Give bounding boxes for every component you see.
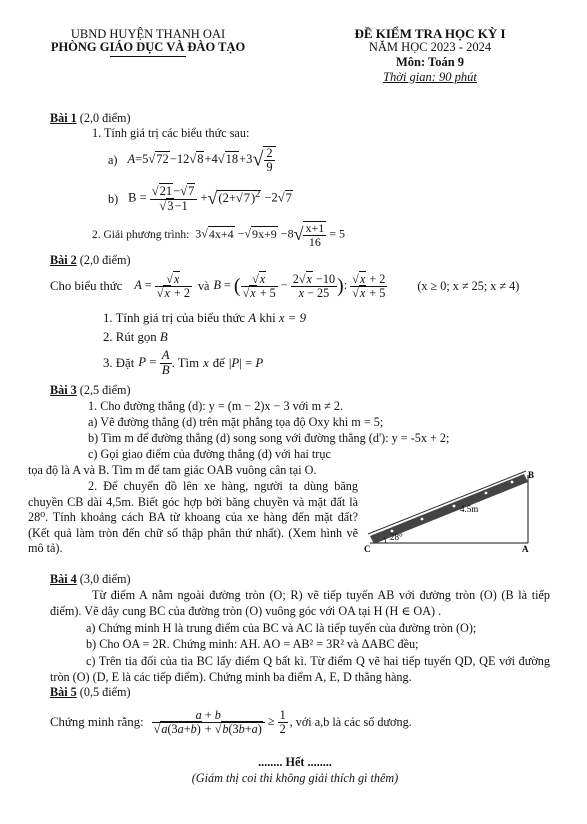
- bai2-heading: [50, 253, 131, 268]
- bai1-b-label: b): [108, 191, 119, 206]
- footer-note: (Giám thị coi thi không giải thích gì thêm): [191, 771, 399, 785]
- label-angle: 28°: [390, 532, 403, 542]
- bai5-points: (0,5 điểm): [79, 685, 131, 699]
- header-left-dept: PHÒNG GIÁO DỤC VÀ ĐÀO TẠO: [50, 40, 246, 54]
- bai4-title: Bài 4: [50, 572, 77, 586]
- bai5-expr: $\frac{a + b}{√a(3a+b) + √b(3b+a)}$ ≥ $\frac{1}{2}$: [153, 707, 286, 736]
- bai2-B-expr: B = ( $\frac{√x}{√x + 5}$ − $\frac{2√x -10}{x - 25}$ ): $\frac{√x + 2}{√x + 5}$: [213, 271, 386, 300]
- bai5-intro: Chứng minh rằng:: [50, 714, 144, 729]
- bai2-q3-P: P = $\frac{A}{B}$: [138, 348, 170, 377]
- bai1-b-expr: B = $\frac{√21-√7}{√3-1}$ $+√(2+√7)^2 -2√7$: [128, 184, 292, 213]
- bai2-q2-var: B: [159, 330, 168, 344]
- bai1-a-label: a): [108, 152, 118, 167]
- header-subject: Môn: Toán 9: [395, 55, 465, 69]
- bai2-q1-cond: x = 9: [278, 311, 307, 325]
- bai2-q3-find: . Tìm: [171, 355, 200, 370]
- bai1-q2-expr: 3√4x+4 −√9x+9 −8√ $\frac{x+1}{16}$ = 5: [195, 221, 346, 249]
- label-A: A: [522, 544, 529, 554]
- bai1-heading: [50, 111, 131, 126]
- bai1-a-expr: A=5√72−12√8+4√18+3√ $\frac{2}{9}$: [127, 146, 275, 174]
- bai2-q1-when: khi: [259, 311, 276, 325]
- bai1-title: Bài 1: [50, 111, 77, 125]
- bai4-intro: Từ điểm A nằm ngoài đường tròn (O; R) vẽ tiếp tuyến AB với đường tròn (O) (B là tiếp điểm). Vẽ dây cung BC của đường tròn (O) vuông góc với OA tại H (H ∈ OA) .: [50, 588, 550, 619]
- bai2-q1-text: 1. Tính giá trị của biểu thức: [103, 311, 246, 325]
- label-B: B: [528, 470, 535, 480]
- bai2-points: (2,0 điểm): [79, 253, 131, 267]
- bai5-row: [50, 700, 412, 744]
- bai5-title: Bài 5: [50, 685, 77, 699]
- bai3-a: a) Vẽ đường thẳng (d) trên mặt phẳng tọa độ Oxy khi m = 5;: [88, 415, 384, 429]
- bai2-and: và: [197, 278, 210, 293]
- bai1-q2: [92, 218, 345, 252]
- bai3-c2: tọa độ là A và B. Tìm m để tam giác OAB vuông cân tại O.: [28, 463, 317, 477]
- bai1-q2-label: 2. Giải phương trình:: [92, 229, 190, 241]
- bai2-q3: [103, 346, 263, 380]
- bai5-tail: , với a,b là các số dương.: [289, 714, 412, 729]
- header-time: Thời gian: 90 phút: [383, 70, 477, 84]
- bai4-heading: [50, 572, 131, 587]
- bai4-b: b) Cho OA = 2R. Chứng minh: AH. AO = AB² = 3R² và ΔABC đều;: [86, 637, 419, 651]
- bai1-b: [108, 179, 293, 219]
- bai4-points: (3,0 điểm): [79, 572, 131, 586]
- bai2-A-expr: A = $\frac{√x}{√x + 2}$: [134, 271, 190, 300]
- header-title: ĐỀ KIỂM TRA HỌC KỲ I: [354, 26, 506, 41]
- bai3-title: Bài 3: [50, 383, 77, 397]
- bai3-heading: [50, 383, 131, 398]
- bai1-a: [108, 142, 276, 178]
- bai2-q2-text: 2. Rút gọn: [103, 330, 157, 344]
- bai2-cond: (x ≥ 0; x ≠ 25; x ≠ 4): [417, 278, 520, 293]
- bai5-heading: [50, 685, 131, 700]
- header-left-org: UBND HUYỆN THANH OAI: [70, 27, 226, 41]
- bai3-points: (2,5 điểm): [79, 383, 131, 397]
- label-length: 4.5m: [460, 504, 479, 514]
- bai3-c1: c) Gọi giao điểm của đường thẳng (d) với hai trục: [88, 447, 331, 461]
- bai4-c: c) Trên tia đối của tia BC lấy điểm Q bất kì. Từ điểm Q vẽ hai tiếp tuyến QD, QE với đường tròn (O) (D, E là các tiếp điểm). Chứng minh ba điểm A, E, D thẳng hàng.: [50, 654, 550, 685]
- bai1-points: (2,0 điểm): [79, 111, 131, 125]
- bai2-q3-text: 3. Đặt: [103, 355, 135, 370]
- header-year: NĂM HỌC 2023 - 2024: [368, 40, 492, 54]
- label-C: C: [364, 544, 371, 554]
- bai2-q3-de: để: [212, 355, 225, 370]
- conveyor-top-edge: [368, 471, 526, 534]
- bai1-q1: 1. Tính giá trị các biểu thức sau:: [92, 126, 250, 140]
- bai2-q3-x: x: [203, 355, 209, 370]
- bai2-q2: [103, 330, 168, 345]
- header-left-rule: [110, 56, 186, 57]
- bai2-expr-row: [50, 267, 519, 305]
- bai4-a: a) Chứng minh H là trung điểm của BC và AC là tiếp tuyến của đường tròn (O);: [86, 621, 477, 635]
- bai3-b: b) Tìm m để đường thẳng (d) song song với đường thẳng (d'): y = -5x + 2;: [88, 431, 450, 445]
- bai2-q3-cond: |P| = P: [228, 355, 264, 370]
- conveyor-figure: [362, 468, 557, 556]
- footer-end: ........ Hết ........: [258, 755, 332, 769]
- bai2-q1-var: A: [248, 311, 257, 325]
- bai3-q2: 2. Để chuyển đồ lên xe hàng, người ta dùng băng chuyền CB dài 4,5m. Biết góc hợp bởi băng chuyền và mặt đất là 28⁰. Tính khoảng cách BA từ khoang của xe hàng đến mặt đất? (Kết quả làm tròn đến chữ số thập phân thứ nhất). (Xem hình vẽ mô tả).: [28, 479, 358, 556]
- bai3-q1: 1. Cho đường thẳng (d): y = (m − 2)x − 3 với m ≠ 2.: [88, 399, 343, 413]
- bai2-q1: [103, 311, 306, 326]
- bai2-intro: Cho biểu thức: [50, 278, 123, 293]
- bai2-title: Bài 2: [50, 253, 77, 267]
